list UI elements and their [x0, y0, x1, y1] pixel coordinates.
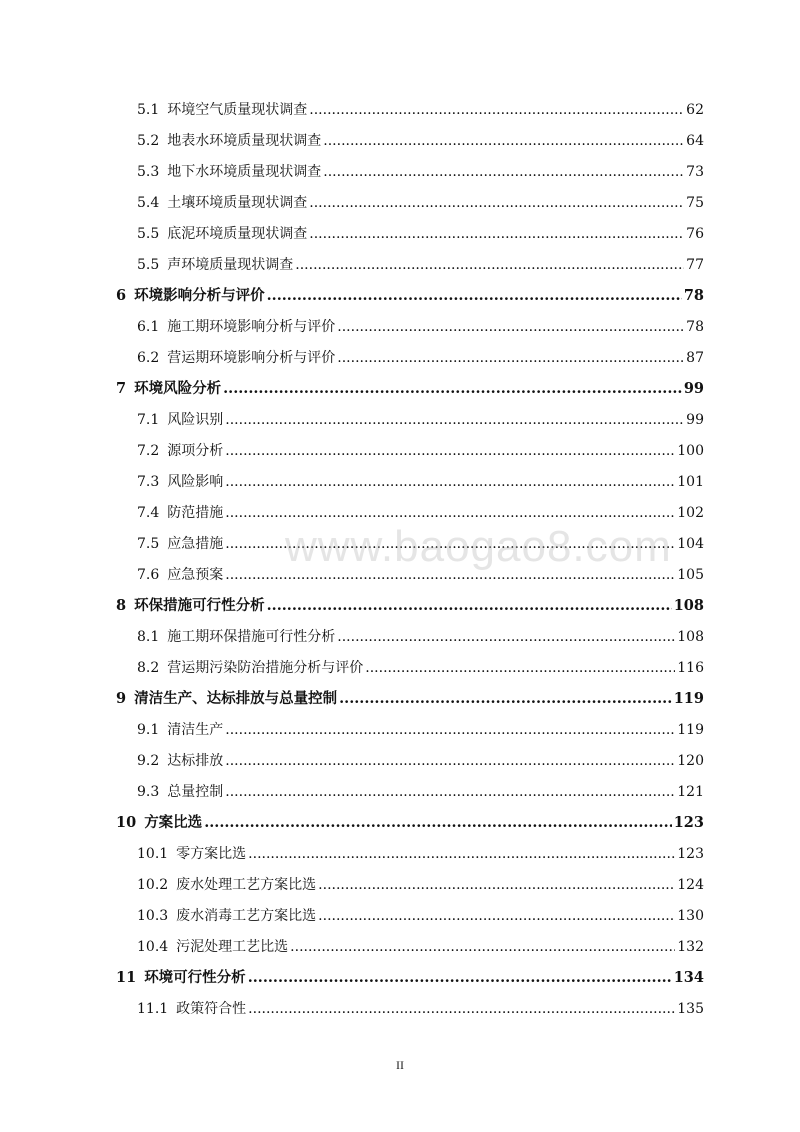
toc-entry-page: 130 [677, 908, 704, 924]
toc-section-entry[interactable] [137, 408, 704, 432]
toc-entry-page: 76 [686, 226, 704, 242]
toc-entry-page: 123 [673, 814, 704, 831]
toc-section-entry[interactable] [137, 191, 704, 215]
toc-entry-page: 101 [677, 474, 704, 490]
toc-entry-title: 环境可行性分析 [144, 969, 246, 986]
toc-chapter-entry[interactable] [116, 284, 704, 308]
toc-dot-leader [248, 842, 675, 866]
toc-entry-page: 78 [686, 319, 704, 335]
toc-section-entry[interactable] [137, 873, 704, 897]
toc-dot-leader [225, 408, 684, 432]
toc-entry-number: 7.4 [137, 505, 160, 521]
toc-entry-title: 达标排放 [167, 753, 224, 769]
toc-entry-number: 5.1 [137, 102, 160, 118]
toc-entry-number: 5.5 [137, 257, 160, 273]
toc-dot-leader [295, 253, 684, 277]
toc-entry-page: 132 [677, 939, 704, 955]
page-number: II [396, 1058, 404, 1072]
toc-dot-leader [365, 656, 675, 680]
toc-entry-title: 应急预案 [167, 567, 224, 583]
toc-entry-title: 营运期污染防治措施分析与评价 [167, 660, 364, 676]
toc-entry-page: 75 [686, 195, 704, 211]
toc-entry-page: 121 [677, 784, 704, 800]
toc-entry-title: 底泥环境质量现状调查 [167, 226, 308, 242]
toc-entry-title: 环保措施可行性分析 [134, 597, 265, 614]
toc-entry-page: 124 [677, 877, 704, 893]
toc-section-entry[interactable] [137, 997, 704, 1021]
toc-entry-number: 6.2 [137, 350, 160, 366]
toc-dot-leader [225, 780, 675, 804]
toc-entry-page: 123 [677, 846, 704, 862]
toc-entry-number: 5.3 [137, 164, 160, 180]
toc-dot-leader [339, 687, 672, 711]
toc-entry-page: 73 [686, 164, 704, 180]
toc-entry-number: 11.1 [137, 1001, 169, 1017]
toc-entry-title: 政策符合性 [176, 1001, 247, 1017]
toc-section-entry[interactable] [137, 563, 704, 587]
toc-chapter-entry[interactable] [116, 811, 704, 835]
toc-section-entry[interactable] [137, 780, 704, 804]
toc-entry-page: 99 [686, 412, 704, 428]
toc-entry-page: 105 [677, 567, 704, 583]
toc-entry-page: 77 [686, 257, 704, 273]
toc-chapter-entry[interactable] [116, 377, 704, 401]
toc-dot-leader [225, 532, 675, 556]
toc-section-entry[interactable] [137, 718, 704, 742]
toc-entry-page: 87 [686, 350, 704, 366]
toc-dot-leader [267, 284, 682, 308]
toc-dot-leader [225, 718, 675, 742]
toc-entry-title: 污泥处理工艺比选 [176, 939, 289, 955]
toc-section-entry[interactable] [137, 904, 704, 928]
toc-entry-title: 废水处理工艺方案比选 [176, 877, 317, 893]
toc-entry-number: 10.2 [137, 877, 169, 893]
toc-entry-number: 5.4 [137, 195, 160, 211]
toc-entry-page: 108 [677, 629, 704, 645]
toc-entry-number: 9.3 [137, 784, 160, 800]
toc-chapter-entry[interactable] [116, 687, 704, 711]
toc-dot-leader [323, 129, 684, 153]
toc-section-entry[interactable] [137, 842, 704, 866]
toc-entry-number: 8 [116, 597, 127, 614]
toc-dot-leader [223, 377, 682, 401]
toc-dot-leader [204, 811, 672, 835]
toc-entry-number: 7 [116, 380, 127, 397]
toc-entry-page: 102 [677, 505, 704, 521]
toc-entry-title: 施工期环境影响分析与评价 [167, 319, 336, 335]
toc-entry-title: 环境风险分析 [134, 380, 222, 397]
toc-entry-page: 99 [683, 380, 704, 397]
toc-entry-title: 施工期环保措施可行性分析 [167, 629, 336, 645]
toc-entry-title: 声环境质量现状调查 [167, 257, 294, 273]
toc-dot-leader [225, 563, 675, 587]
toc-section-entry[interactable] [137, 315, 704, 339]
toc-chapter-entry[interactable] [116, 966, 704, 990]
toc-dot-leader [337, 625, 675, 649]
toc-dot-leader [337, 315, 684, 339]
toc-section-entry[interactable] [137, 625, 704, 649]
toc-entry-title: 废水消毒工艺方案比选 [176, 908, 317, 924]
toc-section-entry[interactable] [137, 532, 704, 556]
toc-entry-number: 7.1 [137, 412, 160, 428]
toc-dot-leader [337, 346, 684, 370]
toc-entry-page: 135 [677, 1001, 704, 1017]
toc-section-entry[interactable] [137, 656, 704, 680]
toc-section-entry[interactable] [137, 160, 704, 184]
toc-section-entry[interactable] [137, 749, 704, 773]
toc-section-entry[interactable] [137, 129, 704, 153]
toc-entry-page: 120 [677, 753, 704, 769]
toc-entry-page: 104 [677, 536, 704, 552]
toc-entry-number: 10.4 [137, 939, 169, 955]
toc-dot-leader [248, 997, 675, 1021]
toc-dot-leader [225, 501, 675, 525]
toc-entry-title: 总量控制 [167, 784, 224, 800]
toc-dot-leader [267, 594, 672, 618]
toc-entry-number: 10.1 [137, 846, 169, 862]
toc-entry-title: 环境空气质量现状调查 [167, 102, 308, 118]
toc-dot-leader [225, 749, 675, 773]
toc-dot-leader [309, 191, 684, 215]
toc-section-entry[interactable] [137, 253, 704, 277]
toc-entry-page: 62 [686, 102, 704, 118]
toc-entry-title: 方案比选 [144, 814, 203, 831]
toc-section-entry[interactable] [137, 470, 704, 494]
toc-dot-leader [309, 222, 684, 246]
toc-entry-number: 11 [116, 969, 137, 986]
toc-section-entry[interactable] [137, 98, 704, 122]
toc-dot-leader [318, 904, 675, 928]
toc-dot-leader [290, 935, 675, 959]
toc-entry-number: 9.2 [137, 753, 160, 769]
toc-entry-number: 7.3 [137, 474, 160, 490]
toc-dot-leader [323, 160, 684, 184]
toc-entry-title: 土壤环境质量现状调查 [167, 195, 308, 211]
toc-entry-page: 119 [677, 722, 704, 738]
toc-dot-leader [318, 873, 675, 897]
toc-entry-number: 9 [116, 690, 127, 707]
toc-entry-number: 6.1 [137, 319, 160, 335]
toc-entry-number: 8.2 [137, 660, 160, 676]
toc-section-entry[interactable] [137, 935, 704, 959]
toc-entry-number: 5.5 [137, 226, 160, 242]
toc-entry-page: 78 [683, 287, 704, 304]
toc-entry-page: 134 [673, 969, 704, 986]
toc-entry-title: 应急措施 [167, 536, 224, 552]
toc-chapter-entry[interactable] [116, 594, 704, 618]
watermark: www.baogao8.com [285, 522, 672, 571]
toc-entry-title: 清洁生产 [167, 722, 224, 738]
toc-entry-page: 64 [686, 133, 704, 149]
toc-entry-title: 地下水环境质量现状调查 [167, 164, 322, 180]
toc-entry-number: 7.6 [137, 567, 160, 583]
toc-entry-number: 7.5 [137, 536, 160, 552]
toc-section-entry[interactable] [137, 346, 704, 370]
toc-entry-page: 116 [677, 660, 704, 676]
toc-entry-title: 地表水环境质量现状调查 [167, 133, 322, 149]
toc-entry-number: 10 [116, 814, 137, 831]
toc-entry-title: 防范措施 [167, 505, 224, 521]
toc-entry-number: 5.2 [137, 133, 160, 149]
toc-entry-title: 源项分析 [167, 443, 224, 459]
toc-entry-page: 119 [673, 690, 704, 707]
toc-entry-number: 7.2 [137, 443, 160, 459]
toc-dot-leader [248, 966, 672, 990]
toc-section-entry[interactable] [137, 439, 704, 463]
toc-entry-title: 零方案比选 [176, 846, 247, 862]
toc-dot-leader [309, 98, 684, 122]
toc-entry-title: 环境影响分析与评价 [134, 287, 265, 304]
toc-entry-title: 风险影响 [167, 474, 224, 490]
toc-dot-leader [225, 439, 675, 463]
toc-section-entry[interactable] [137, 501, 704, 525]
toc-entry-number: 8.1 [137, 629, 160, 645]
toc-section-entry[interactable] [137, 222, 704, 246]
toc-dot-leader [225, 470, 675, 494]
toc-entry-title: 营运期环境影响分析与评价 [167, 350, 336, 366]
toc-entry-page: 100 [677, 443, 704, 459]
toc-entry-page: 108 [673, 597, 704, 614]
toc-entry-title: 清洁生产、达标排放与总量控制 [134, 690, 338, 707]
toc-entry-title: 风险识别 [167, 412, 224, 428]
toc-entry-number: 9.1 [137, 722, 160, 738]
toc-entry-number: 10.3 [137, 908, 169, 924]
toc-entry-number: 6 [116, 287, 127, 304]
